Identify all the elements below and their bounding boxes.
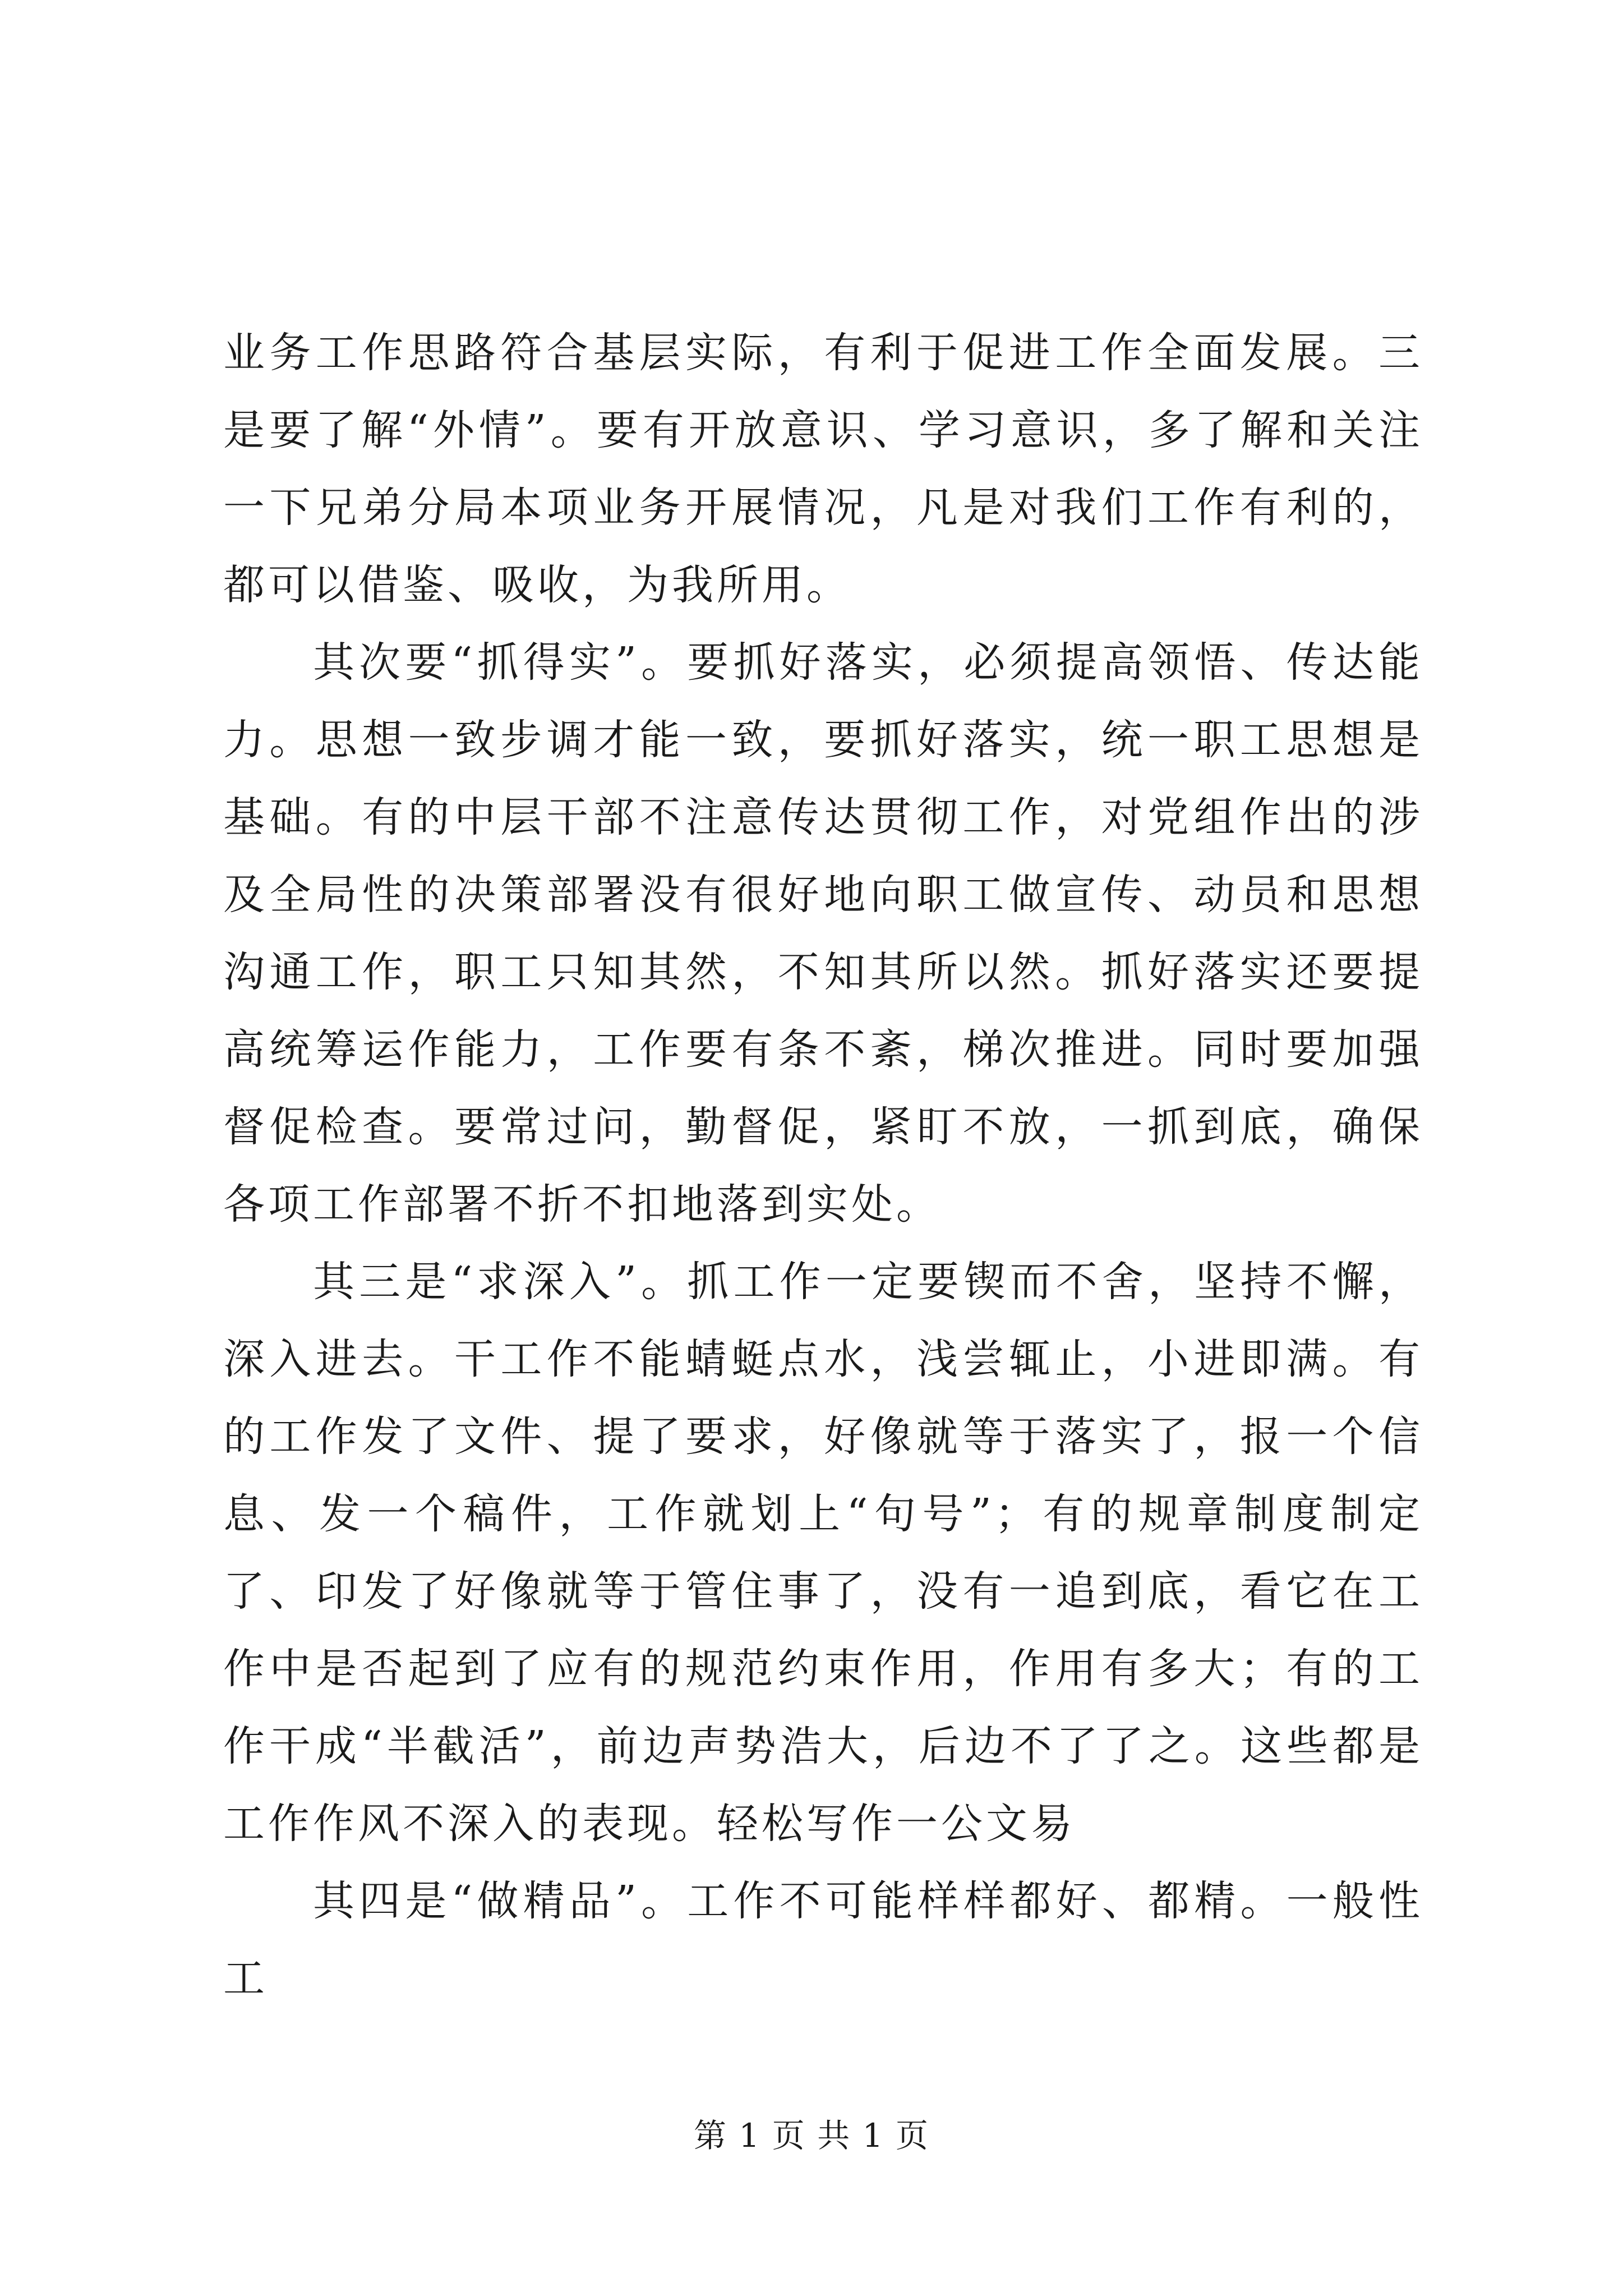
page-number-footer: 第 1 页 共 1 页 [694, 2116, 929, 2155]
paragraph-3: 其三是“求深入”。抓工作一定要锲而不舍，坚持不懈，深入进去。干工作不能蜻蜓点水，浅尝辄止，小进即满。有的工作发了文件、提了要求，好像就等于落实了，报一个信息、发一个稿件，工作就划上“句号”；有的规章制度制定了、印发了好像就等于管住事了，没有一追到底，看它在工作中是否起到了应有的规范约束作用，作用有多大；有的工作干成“半截活”，前边声势浩大，后边不了了之。这些都是工作作风不深入的表现。轻松写作一公文易 [223, 1258, 1423, 1848]
paragraph-4: 其四是“做精品”。工作不可能样样都好、都精。一般性工 [223, 1877, 1423, 2003]
paragraph-1: 业务工作思路符合基层实际，有利于促进工作全面发展。三是要了解“外情”。要有开放意识、学习意识，多了解和关注一下兄弟分局本项业务开展情况，凡是对我们工作有利的，都可以借鉴、吸收，为我所用。 [223, 329, 1423, 609]
document-body [223, 314, 1423, 2017]
paragraph-2: 其次要“抓得实”。要抓好落实，必须提高领悟、传达能力。思想一致步调才能一致，要抓好落实，统一职工思想是基础。有的中层干部不注意传达贯彻工作，对党组作出的涉及全局性的决策部署没有很好地向职工做宣传、动员和思想沟通工作，职工只知其然，不知其所以然。抓好落实还要提高统筹运作能力，工作要有条不紊，梯次推进。同时要加强督促检查。要常过问，勤督促，紧盯不放，一抓到底，确保各项工作部署不折不扣地落到实处。 [223, 638, 1423, 1228]
